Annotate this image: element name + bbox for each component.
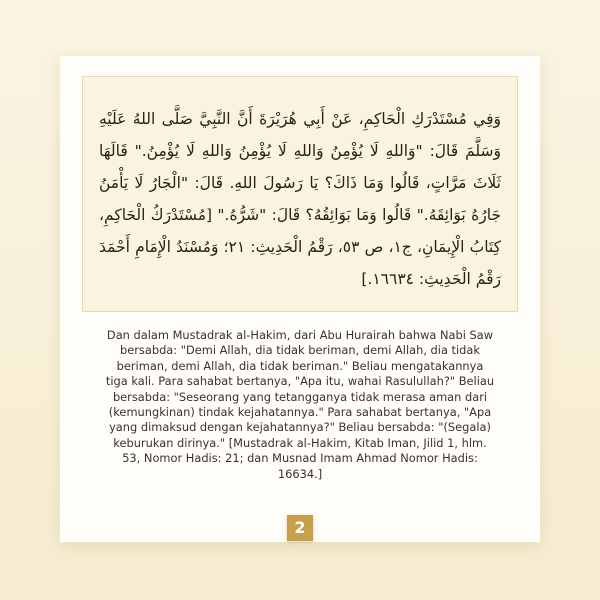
arabic-hadith-text: وَفِي مُسْتَدْرَكِ الْحَاكِمِ، عَنْ أَبِي هُرَيْرَةَ أَنَّ النَّبِيَّ صَلَّى اللهُ عَلَيْهِ وَسَلَّمَ قَالَ: "وَاللهِ لَا يُؤْمِنُ وَاللهِ لَا يُؤْمِنُ وَاللهِ لَا يُؤْمِنُ." قَالَهَا ثَلَاثَ مَرَّاتٍ، قَالُوا وَمَا ذَاكَ؟ يَا رَسُولَ اللهِ. قَالَ: "الْجَارُ لَا يَأْمَنُ جَارُهُ بَوَائِقَهُ." قَالُوا وَمَا بَوَائِقُهُ؟ قَالَ: "شَرُّهُ." [مُسْتَدْرَكُ الْحَاكِمِ، كِتَابُ الْإِيمَانِ، ج١، ص ٥٣، رَقْمُ الْحَدِيثِ: ٢١؛ وَمُسْنَدُ الْإِمَامِ أَحْمَدَ رَقْمُ الْحَدِيثِ: ١٦٦٣٤.] <box>99 110 501 288</box>
arabic-text-panel <box>82 76 518 312</box>
page-number-badge: 2 <box>287 515 313 541</box>
content-card <box>60 56 540 542</box>
translation-text: Dan dalam Mustadrak al-Hakim, dari Abu Hurairah bahwa Nabi Saw bersabda: "Demi Allah, dia tidak beriman, demi Allah, dia tidak beriman, demi Allah, dia tidak beriman." Beliau mengatakannya tiga kali. Para sahabat bertanya, "Apa itu, wahai Rasulullah?" Beliau bersabda: "Seseorang yang tetangganya tidak merasa aman dari (kemungkinan) tindak kejahatannya." Para sahabat bertanya, "Apa yang dimaksud dengan kejahatannya?" Beliau bersabda: "(Segala) keburukan dirinya." [Mustadrak al-Hakim, Kitab Iman, Jilid 1, hlm. 53, Nomor Hadis: 21; dan Musnad Imam Ahmad Nomor Hadis: 16634.] <box>105 328 495 481</box>
